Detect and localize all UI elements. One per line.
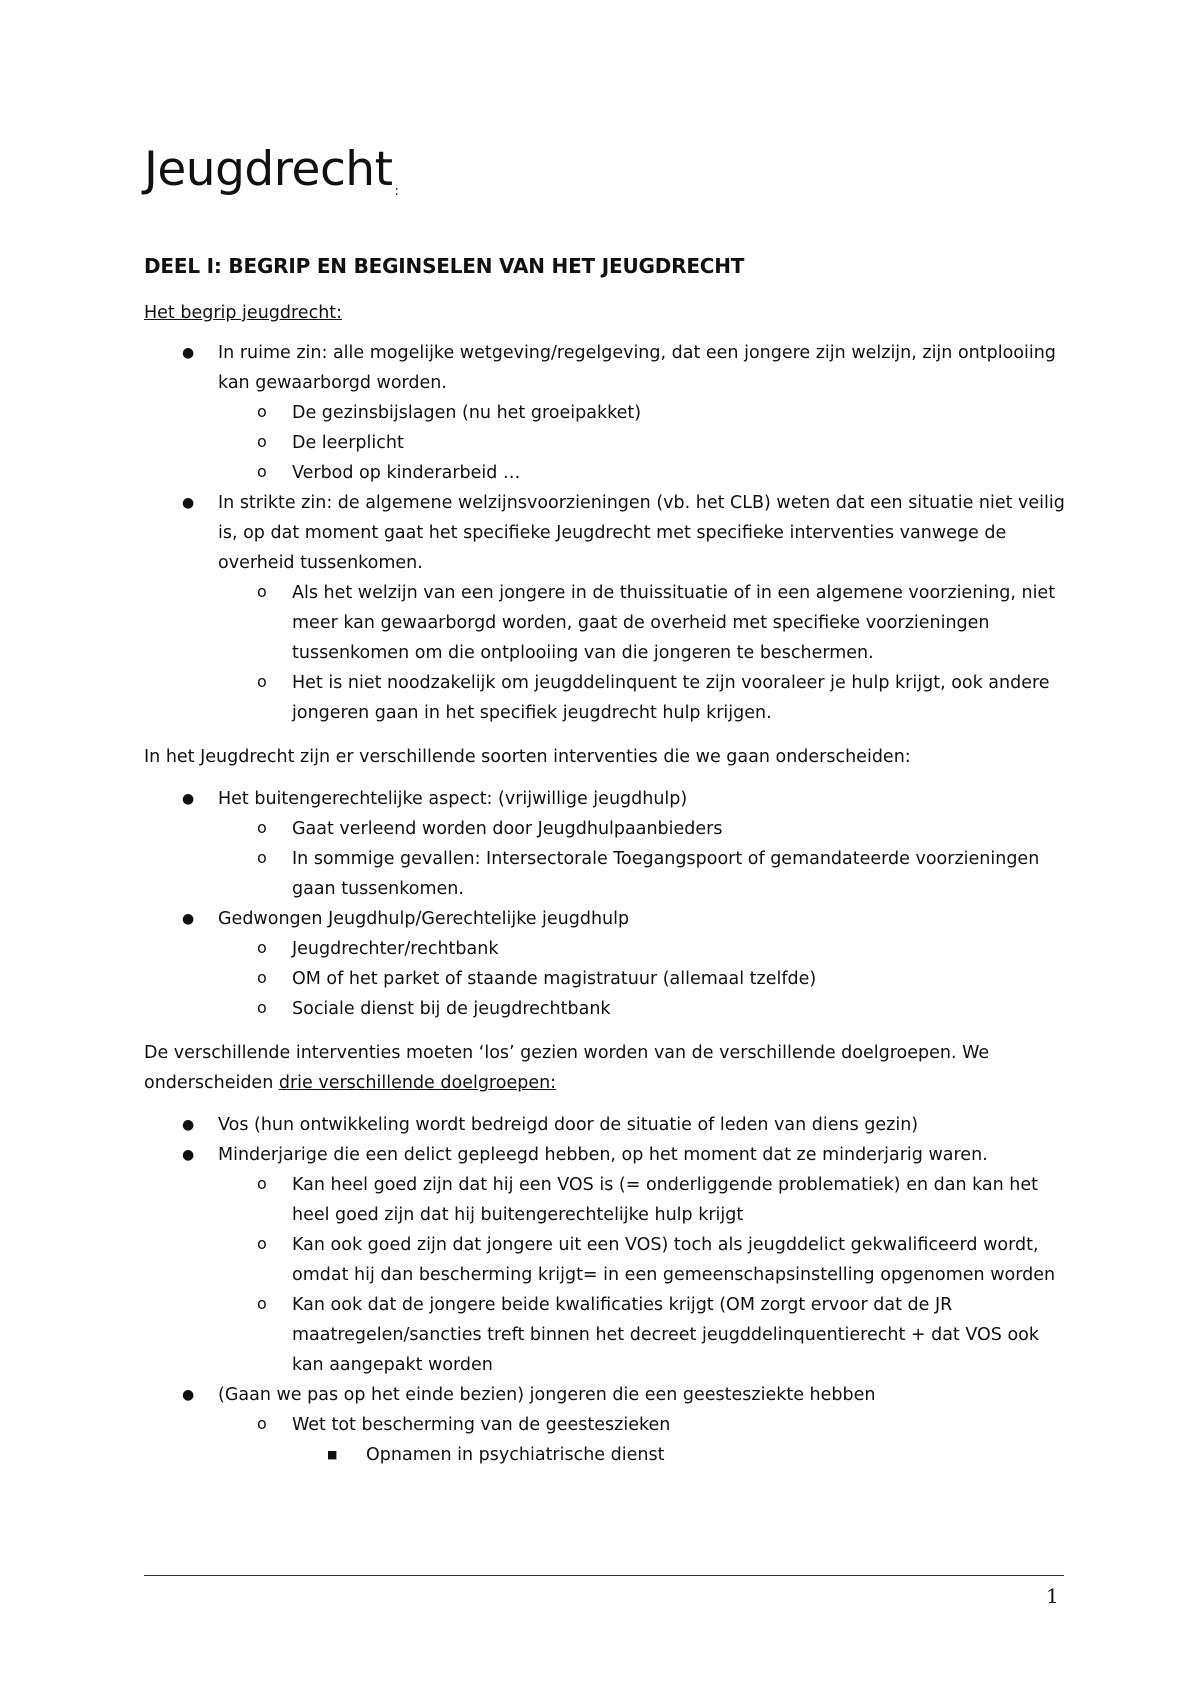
sub-marker: o [257, 582, 267, 601]
sub-marker: o [257, 1414, 267, 1433]
list-item-text: (Gaan we pas op het einde bezien) jongeren die een geestesziekte hebben [218, 1385, 876, 1405]
sub-item-text: Wet tot bescherming van de geesteszieken [292, 1415, 671, 1435]
sub-list [218, 578, 1074, 728]
part-heading: DEEL I: BEGRIP EN BEGINSELEN VAN HET JEUGDRECHT [144, 254, 745, 278]
bullet-marker: ● [182, 1387, 195, 1403]
document-body [144, 140, 1074, 1470]
sub-item-text: Kan ook dat de jongere beide kwalificaties krijgt (OM zorgt ervoor dat de JR maatregelen/sancties treft binnen het decreet jeugddelinquentierecht + dat VOS ook kan aangepakt worden [292, 1295, 1040, 1375]
sub-item-text: Verbod op kinderarbeid … [292, 463, 521, 483]
sub-item-text: Sociale dienst bij de jeugdrechtbank [292, 999, 611, 1019]
sub-item-text: Kan heel goed zijn dat hij een VOS is (= onderliggende problematiek) en dan kan het heel goed zijn dat hij buitengerechtelijke hulp krijgt [292, 1175, 1039, 1225]
target-groups-list [144, 1110, 1074, 1470]
sub-marker: o [257, 462, 267, 481]
sub-item-text: OM of het parket of staande magistratuur (allemaal tzelfde) [292, 969, 817, 989]
list-item [144, 488, 1074, 728]
bullet-marker: ● [182, 911, 195, 927]
list-item [144, 1140, 1074, 1380]
list-item-text: Minderjarige die een delict gepleegd hebben, op het moment dat ze minderjarig waren. [218, 1145, 988, 1165]
sub-marker: o [257, 1174, 267, 1193]
sub-item-text: Het is niet noodzakelijk om jeugddelinquent te zijn vooraleer je hulp krijgt, ook andere jongeren gaan in het specifiek jeugdrecht hulp krijgen. [292, 673, 1050, 723]
list-item-text: In strikte zin: de algemene welzijnsvoorzieningen (vb. het CLB) weten dat een situatie niet veilig is, op dat moment gaat het specifieke Jeugdrecht met specifieke interventies vanwege de overheid tussenkomen. [218, 493, 1065, 573]
sub-item-text: Gaat verleend worden door Jeugdhulpaanbieders [292, 819, 723, 839]
square-marker: ■ [327, 1448, 338, 1461]
sub-list [218, 1410, 1074, 1470]
page-number: 1 [1046, 1584, 1059, 1608]
sub-list [218, 398, 1074, 488]
bullet-marker: ● [182, 791, 195, 807]
bullet-marker: ● [182, 345, 195, 361]
sub-marker: o [257, 1234, 267, 1253]
sub-sub-item-text: Opnamen in psychiatrische dienst [366, 1445, 665, 1465]
list-item [144, 904, 1074, 1024]
sub-marker: o [257, 968, 267, 987]
sub-list-item [144, 994, 1074, 1024]
list-item-text: In ruime zin: alle mogelijke wetgeving/regelgeving, dat een jongere zijn welzijn, zijn ontplooiing kan gewaarborgd worden. [218, 343, 1056, 393]
sub-item-text: De gezinsbijslagen (nu het groeipakket) [292, 403, 642, 423]
bullet-marker: ● [182, 495, 195, 511]
sub-list-item [144, 844, 1074, 904]
sub-list-item [144, 668, 1074, 728]
sub-marker: o [257, 938, 267, 957]
sub-list-item [144, 458, 1074, 488]
list-item [144, 338, 1074, 488]
sub-marker: o [257, 672, 267, 691]
sub-item-text: Jeugdrechter/rechtbank [292, 939, 499, 959]
sub-marker: o [257, 402, 267, 421]
underlined-phrase: drie verschillende doelgroepen: [278, 1073, 557, 1093]
sub-sub-list-item [144, 1440, 1074, 1470]
sub-marker: o [257, 818, 267, 837]
sub-item-text: Als het welzijn van een jongere in de thuissituatie of in een algemene voorziening, niet meer kan gewaarborgd worden, gaat de overheid met specifieke voorzieningen tussenkomen om die ontplooiing van die jongeren te beschermen. [292, 583, 1056, 663]
sub-list-item [144, 934, 1074, 964]
sub-list-item [144, 1410, 1074, 1470]
bullet-marker: ● [182, 1147, 195, 1163]
list-item-text: Vos (hun ontwikkeling wordt bedreigd door de situatie of leden van diens gezin) [218, 1115, 919, 1135]
sub-list-item [144, 578, 1074, 668]
interventions-paragraph: In het Jeugdrecht zijn er verschillende soorten interventies die we gaan onderscheiden: [144, 747, 911, 767]
sub-list-item [144, 1230, 1074, 1290]
sub-list-item [144, 1290, 1074, 1380]
title-text: Jeugdrecht [144, 142, 393, 197]
list-item [144, 1380, 1074, 1470]
section-heading: Het begrip jeugdrecht: [144, 303, 343, 323]
sub-list [218, 1170, 1074, 1380]
sub-sub-list [292, 1440, 1074, 1470]
sub-list-item [144, 964, 1074, 994]
sub-marker: o [257, 848, 267, 867]
title-suffix: : [394, 184, 399, 199]
list-item [144, 1110, 1074, 1140]
sub-item-text: De leerplicht [292, 433, 404, 453]
document-title [144, 140, 1074, 222]
sub-marker: o [257, 998, 267, 1017]
sub-item-text: Kan ook goed zijn dat jongere uit een VOS) toch als jeugddelict gekwalificeerd wordt, omdat hij dan bescherming krijgt= in een gemeenschapsinstelling opgenomen worden [292, 1235, 1056, 1285]
sub-list-item [144, 428, 1074, 458]
paragraph-text: De verschillende interventies moeten ‘los’ gezien worden van de verschillende doelgroepen. We onderscheiden [144, 1043, 990, 1093]
interventions-list [144, 784, 1074, 1024]
sub-list-item [144, 814, 1074, 844]
footer-divider [144, 1575, 1064, 1576]
sub-item-text: In sommige gevallen: Intersectorale Toegangspoort of gemandateerde voorzieningen gaan tussenkomen. [292, 849, 1040, 899]
sub-list [218, 814, 1074, 904]
sub-list-item [144, 398, 1074, 428]
list-item [144, 784, 1074, 904]
sub-list [218, 934, 1074, 1024]
sub-list-item [144, 1170, 1074, 1230]
bullet-marker: ● [182, 1117, 195, 1133]
definition-list [144, 338, 1074, 728]
list-item-text: Gedwongen Jeugdhulp/Gerechtelijke jeugdhulp [218, 909, 630, 929]
target-groups-paragraph [144, 1038, 1074, 1098]
sub-marker: o [257, 432, 267, 451]
list-item-text: Het buitengerechtelijke aspect: (vrijwillige jeugdhulp) [218, 789, 688, 809]
sub-marker: o [257, 1294, 267, 1313]
